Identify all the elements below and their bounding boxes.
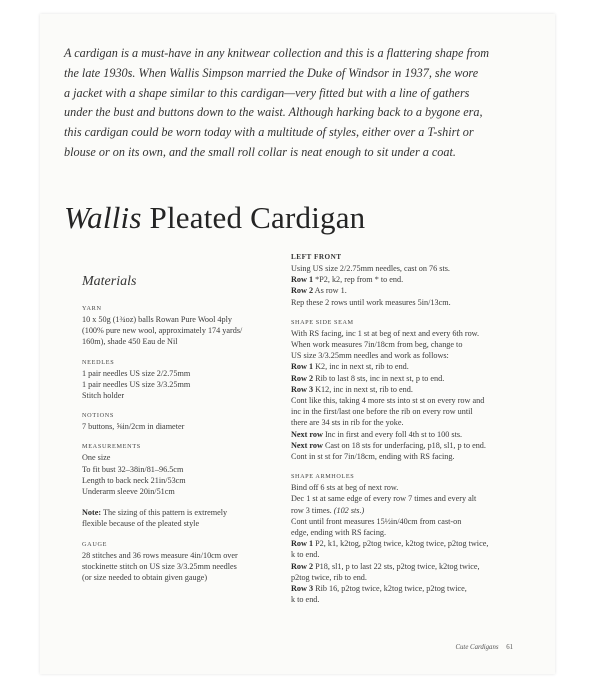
row-label: Row 1 (291, 539, 314, 549)
instruction-line: Dec 1 st at same edge of every row 7 times and every alt (291, 494, 477, 504)
measurements-section (82, 442, 297, 497)
page-footer (456, 644, 514, 651)
row-text: k to end. (291, 595, 320, 605)
measurements-line: To fit bust 32–38in/81–96.5cm (82, 464, 184, 474)
materials-heading: Materials (82, 274, 137, 289)
instruction-line: there are 34 sts in rib for the yoke. (291, 418, 404, 428)
instruction-line: Cont in st st for 7in/18cm, ending with RS facing. (291, 452, 455, 462)
notions-line: 7 buttons, ⅝in/2cm in diameter (82, 422, 185, 432)
row-text: P2, k1, k2tog, p2tog twice, k2tog twice, p2tog twice, (315, 539, 489, 549)
instruction-line: US size 3/3.25mm needles and work as follows: (291, 351, 449, 361)
gauge-line: stockinette stitch on US size 3/3.25mm needles (82, 561, 237, 571)
intro-line: blouse or on its own, and the small roll collar is neat enough to sit under a coat. (64, 144, 456, 159)
note-line: flexible because of the pleated style (82, 519, 200, 529)
yarn-section (82, 304, 297, 348)
intro-line: the late 1930s. When Wallis Simpson married the Duke of Windsor in 1937, she wore (64, 65, 479, 80)
row-text: P18, sl1, p to last 22 sts, p2tog twice, k2tog twice, (315, 561, 480, 571)
measurements-line: One size (82, 453, 111, 463)
intro-line: under the bust and buttons down to the waist. Although harking back to a bygone era, (64, 105, 483, 120)
needles-section (82, 358, 297, 402)
instruction-line: Using US size 2/2.75mm needles, cast on 76 sts. (291, 264, 450, 273)
row-text: Inc in first and every foll 4th st to 100 sts. (324, 429, 463, 439)
row-label: Row 2 (291, 286, 314, 296)
row-text: k to end. (291, 550, 320, 560)
yarn-label: YARN (82, 305, 102, 312)
row-label: Row 2 (291, 561, 314, 571)
row-text: As row 1. (314, 286, 347, 296)
instruction-line: row 3 times. (291, 505, 332, 515)
row-label: Row 2 (291, 373, 314, 383)
measurements-label: MEASUREMENTS (82, 443, 141, 451)
row-text: p2tog twice, rib to end. (291, 572, 367, 582)
intro-line: A cardigan is a must-have in any knitwear collection and this is a flattering shape from (64, 46, 490, 60)
row-text: *P2, k2, rep from * to end. (315, 275, 404, 285)
row-text: Rib to last 8 sts, inc in next st, p to end. (315, 373, 445, 383)
gauge-line: (or size needed to obtain given gauge) (82, 573, 208, 583)
instruction-line: Cont until front measures 15½in/40cm from cast-on (291, 516, 462, 526)
title-rest: Pleated Cardigan (149, 200, 366, 235)
note-label: Note: (82, 508, 102, 518)
needles-label: NEEDLES (82, 358, 115, 366)
measurements-line: Length to back neck 21in/53cm (82, 475, 186, 485)
row-label: Row 3 (291, 584, 314, 594)
row-label: Next row (291, 429, 323, 439)
gauge-label: GAUGE (82, 540, 108, 548)
gauge-section (82, 540, 297, 584)
intro-paragraph (64, 44, 514, 163)
instruction-line: With RS facing, inc 1 st at beg of next and every 6th row. (291, 328, 480, 338)
page-title (64, 200, 365, 236)
yarn-line: (100% pure new wool, approximately 174 yards/ (82, 326, 243, 336)
title-italic: Wallis (64, 200, 142, 235)
row-text: Cast on 18 sts for underfacing, p18, sl1, p to end. (324, 440, 486, 450)
left-front-heading: LEFT FRONT (291, 253, 342, 261)
instructions-column (291, 252, 521, 605)
note-section (82, 507, 297, 529)
instruction-line: edge, ending with RS facing. (291, 528, 387, 538)
notions-section (82, 411, 297, 432)
needles-line: Stitch holder (82, 391, 125, 401)
note-text: The sizing of this pattern is extremely (103, 508, 228, 518)
instruction-line: Bind off 6 sts at beg of next row. (291, 483, 399, 493)
page-number: 61 (506, 644, 513, 651)
row-text: K12, inc in next st, rib to end. (315, 384, 413, 394)
instruction-line: Rep these 2 rows until work measures 5in/13cm. (291, 297, 451, 307)
intro-line: a jacket with a shape similar to this cardigan—very fitted but with a line of gathers (64, 85, 470, 100)
row-text: Rib 16, p2tog twice, k2tog twice, p2tog twice, (315, 584, 467, 594)
shape-armholes-heading: SHAPE ARMHOLES (291, 473, 355, 481)
shape-side-seam-heading: SHAPE SIDE SEAM (291, 318, 354, 326)
yarn-line: 10 x 50g (1¾oz) balls Rowan Pure Wool 4ply (82, 315, 232, 324)
needles-line: 1 pair needles US size 3/3.25mm (82, 379, 191, 389)
measurements-line: Underarm sleeve 20in/51cm (82, 487, 175, 497)
book-page (40, 14, 555, 674)
stitch-count: (102 sts.) (333, 505, 365, 515)
row-label: Next row (291, 440, 323, 450)
intro-line: this cardigan could be worn today with a multitude of styles, either over a T-shirt or (64, 125, 474, 140)
materials-column (82, 252, 297, 593)
row-label: Row 1 (291, 275, 314, 285)
needles-line: 1 pair needles US size 2/2.75mm (82, 368, 191, 378)
gauge-line: 28 stitches and 36 rows measure 4in/10cm over (82, 550, 238, 560)
instruction-line: Cont like this, taking 4 more sts into st st on every row and (291, 396, 485, 406)
instruction-line: inc in the first/last one before the rib on every row until (291, 407, 473, 417)
row-text: K2, inc in next st, rib to end. (315, 362, 409, 372)
footer-label: Cute Cardigans (455, 644, 499, 651)
yarn-line: 160m), shade 450 Eau de Nil (82, 337, 178, 347)
notions-label: NOTIONS (82, 412, 115, 420)
instruction-line: When work measures 7in/18cm from beg, change to (291, 340, 463, 350)
row-label: Row 1 (291, 362, 314, 372)
row-label: Row 3 (291, 384, 314, 394)
